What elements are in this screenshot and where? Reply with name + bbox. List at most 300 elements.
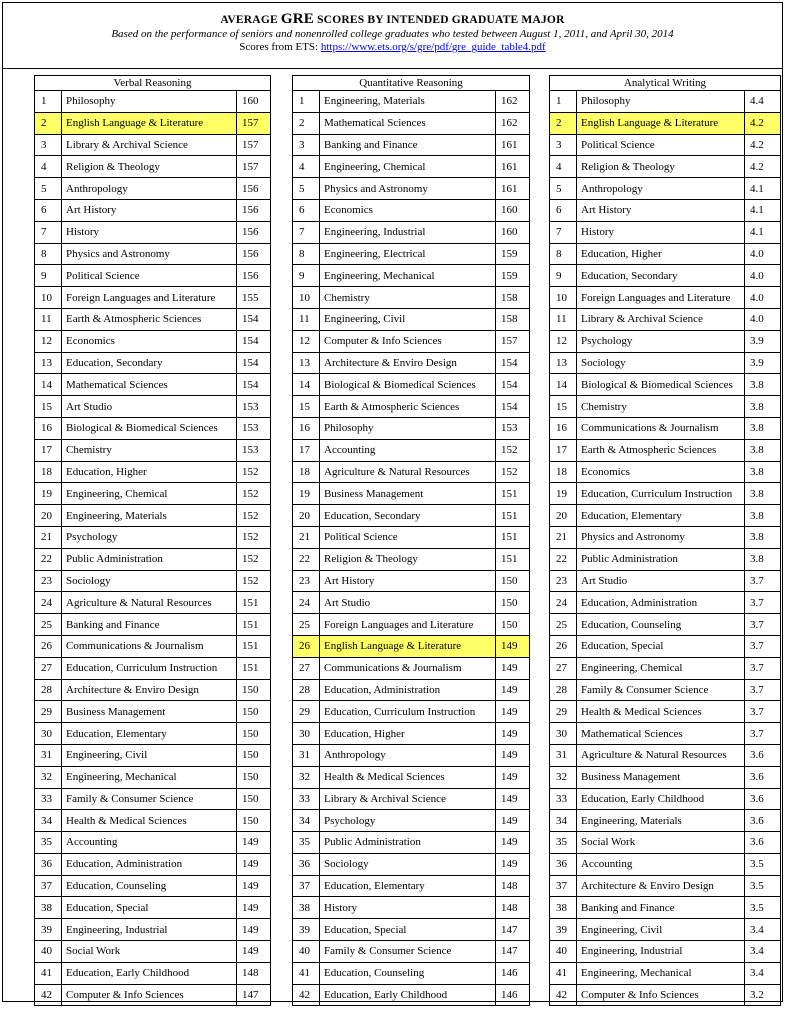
major-cell: Education, Elementary [320, 875, 496, 897]
table-row [35, 91, 271, 113]
rank-cell: 39 [293, 919, 320, 941]
major-cell: Communications & Journalism [577, 417, 745, 439]
rank-cell: 38 [35, 897, 62, 919]
score-table [34, 75, 271, 1006]
column-header: Quantitative Reasoning [293, 76, 530, 91]
table-row [293, 832, 530, 854]
table-row [550, 548, 781, 570]
table-row [35, 788, 271, 810]
major-cell: Education, Administration [577, 592, 745, 614]
rank-cell: 15 [293, 396, 320, 418]
table-row [550, 134, 781, 156]
major-cell: Architecture & Enviro Design [577, 875, 745, 897]
rank-cell: 36 [550, 853, 577, 875]
rank-cell: 24 [550, 592, 577, 614]
table-row [550, 832, 781, 854]
score-cell: 156 [237, 199, 271, 221]
score-cell: 4.1 [744, 221, 780, 243]
score-cell: 152 [495, 439, 529, 461]
rank-cell: 3 [35, 134, 62, 156]
table-row [293, 265, 530, 287]
major-cell: Education, Special [577, 635, 745, 657]
rank-cell: 37 [293, 875, 320, 897]
score-cell: 3.9 [744, 330, 780, 352]
table-row [550, 701, 781, 723]
score-cell: 4.2 [744, 156, 780, 178]
major-cell: Sociology [577, 352, 745, 374]
major-cell: Family & Consumer Science [62, 788, 237, 810]
score-cell: 149 [237, 832, 271, 854]
major-cell: Accounting [320, 439, 496, 461]
rank-cell: 39 [550, 919, 577, 941]
score-cell: 4.0 [744, 243, 780, 265]
score-cell: 3.6 [744, 744, 780, 766]
major-cell: Mathematical Sciences [577, 723, 745, 745]
major-cell: Engineering, Mechanical [320, 265, 496, 287]
rank-cell: 37 [35, 875, 62, 897]
score-cell: 149 [495, 853, 529, 875]
score-cell: 149 [495, 788, 529, 810]
major-cell: Earth & Atmospheric Sciences [577, 439, 745, 461]
major-cell: Art Studio [577, 570, 745, 592]
rank-cell: 42 [293, 984, 320, 1006]
score-cell: 149 [495, 766, 529, 788]
rank-cell: 16 [293, 417, 320, 439]
score-cell: 3.7 [744, 723, 780, 745]
table-row [293, 417, 530, 439]
major-cell: Philosophy [320, 417, 496, 439]
score-cell: 149 [495, 635, 529, 657]
table-row [550, 287, 781, 309]
major-cell: Education, Counseling [577, 614, 745, 636]
score-table [292, 75, 530, 1006]
rank-cell: 27 [35, 657, 62, 679]
score-cell: 152 [237, 461, 271, 483]
major-cell: History [577, 221, 745, 243]
table-row [293, 723, 530, 745]
score-cell: 3.8 [744, 461, 780, 483]
major-cell: Education, Early Childhood [577, 788, 745, 810]
table-row [35, 396, 271, 418]
score-cell: 3.6 [744, 810, 780, 832]
rank-cell: 4 [550, 156, 577, 178]
major-cell: Education, Secondary [320, 505, 496, 527]
table-row [550, 91, 781, 113]
rank-cell: 18 [293, 461, 320, 483]
rank-cell: 29 [35, 701, 62, 723]
table-row [35, 439, 271, 461]
score-cell: 149 [495, 701, 529, 723]
major-cell: English Language & Literature [62, 112, 237, 134]
major-cell: Anthropology [320, 744, 496, 766]
rank-cell: 7 [35, 221, 62, 243]
table-row [293, 330, 530, 352]
rank-cell: 4 [293, 156, 320, 178]
table-row [293, 592, 530, 614]
table-row [550, 243, 781, 265]
score-cell: 149 [495, 657, 529, 679]
score-cell: 151 [495, 526, 529, 548]
major-cell: Foreign Languages and Literature [577, 287, 745, 309]
rank-cell: 21 [293, 526, 320, 548]
table-row [550, 766, 781, 788]
score-cell: 3.5 [744, 875, 780, 897]
rank-cell: 33 [293, 788, 320, 810]
table-row [293, 483, 530, 505]
score-cell: 156 [237, 221, 271, 243]
page-title [3, 12, 782, 28]
major-cell: Public Administration [320, 832, 496, 854]
score-cell: 3.5 [744, 853, 780, 875]
table-row [293, 962, 530, 984]
rank-cell: 23 [293, 570, 320, 592]
table-row [293, 657, 530, 679]
table-row [550, 897, 781, 919]
rank-cell: 16 [35, 417, 62, 439]
column-header: Analytical Writing [550, 76, 781, 91]
rank-cell: 11 [293, 308, 320, 330]
major-cell: Library & Archival Science [320, 788, 496, 810]
major-cell: Public Administration [62, 548, 237, 570]
table-row [293, 243, 530, 265]
score-cell: 158 [495, 287, 529, 309]
major-cell: Art Studio [320, 592, 496, 614]
subtitle: Based on the performance of seniors and nonenrolled college graduates who tested between August 1, 2011, and April 30, 2014 [111, 28, 674, 40]
score-cell: 156 [237, 265, 271, 287]
major-cell: Sociology [320, 853, 496, 875]
score-cell: 159 [495, 265, 529, 287]
major-cell: Biological & Biomedical Sciences [320, 374, 496, 396]
major-cell: Engineering, Industrial [62, 919, 237, 941]
rank-cell: 42 [550, 984, 577, 1006]
major-cell: Business Management [320, 483, 496, 505]
major-cell: Political Science [320, 526, 496, 548]
table-row [550, 788, 781, 810]
rank-cell: 5 [293, 178, 320, 200]
table-row [35, 853, 271, 875]
major-cell: Accounting [62, 832, 237, 854]
major-cell: Library & Archival Science [62, 134, 237, 156]
table-row [35, 657, 271, 679]
rank-cell: 16 [550, 417, 577, 439]
major-cell: Religion & Theology [320, 548, 496, 570]
score-cell: 150 [237, 723, 271, 745]
table-row [35, 134, 271, 156]
rank-cell: 26 [35, 635, 62, 657]
table-row [293, 548, 530, 570]
table-row [35, 570, 271, 592]
score-cell: 3.7 [744, 592, 780, 614]
score-cell: 152 [237, 570, 271, 592]
rank-cell: 26 [293, 635, 320, 657]
rank-cell: 8 [550, 243, 577, 265]
score-cell: 3.8 [744, 548, 780, 570]
score-cell: 150 [495, 570, 529, 592]
table-row [550, 112, 781, 134]
rank-cell: 3 [550, 134, 577, 156]
score-cell: 158 [495, 308, 529, 330]
rank-cell: 6 [293, 199, 320, 221]
score-cell: 3.4 [744, 919, 780, 941]
score-cell: 153 [237, 396, 271, 418]
score-cell: 4.2 [744, 112, 780, 134]
major-cell: Education, Administration [62, 853, 237, 875]
score-cell: 148 [495, 875, 529, 897]
table-row [550, 396, 781, 418]
rank-cell: 13 [550, 352, 577, 374]
table-row [35, 875, 271, 897]
major-cell: Engineering, Civil [62, 744, 237, 766]
table-row [293, 853, 530, 875]
major-cell: Education, Early Childhood [62, 962, 237, 984]
table-row [293, 287, 530, 309]
rank-cell: 31 [550, 744, 577, 766]
major-cell: Sociology [62, 570, 237, 592]
score-cell: 152 [237, 483, 271, 505]
rank-cell: 41 [550, 962, 577, 984]
major-cell: Anthropology [62, 178, 237, 200]
title-gre: GRE [280, 11, 315, 27]
major-cell: Library & Archival Science [577, 308, 745, 330]
rank-cell: 27 [550, 657, 577, 679]
major-cell: Economics [577, 461, 745, 483]
rank-cell: 31 [35, 744, 62, 766]
rank-cell: 6 [35, 199, 62, 221]
table-row [35, 941, 271, 963]
major-cell: Public Administration [577, 548, 745, 570]
score-cell: 150 [237, 810, 271, 832]
score-cell: 154 [237, 374, 271, 396]
score-cell: 147 [237, 984, 271, 1006]
rank-cell: 6 [550, 199, 577, 221]
rank-cell: 40 [550, 941, 577, 963]
score-cell: 4.0 [744, 265, 780, 287]
rank-cell: 32 [293, 766, 320, 788]
table-row [550, 461, 781, 483]
table-row [293, 439, 530, 461]
rank-cell: 2 [35, 112, 62, 134]
table-row [550, 483, 781, 505]
table-row [35, 897, 271, 919]
score-cell: 3.8 [744, 505, 780, 527]
rank-cell: 32 [550, 766, 577, 788]
rank-cell: 17 [293, 439, 320, 461]
major-cell: Religion & Theology [577, 156, 745, 178]
major-cell: Communications & Journalism [320, 657, 496, 679]
rank-cell: 23 [550, 570, 577, 592]
major-cell: Banking and Finance [320, 134, 496, 156]
column-header-row [550, 76, 781, 91]
score-cell: 3.6 [744, 788, 780, 810]
column-header-row [35, 76, 271, 91]
major-cell: Education, Higher [320, 723, 496, 745]
rank-cell: 14 [293, 374, 320, 396]
table-row [35, 199, 271, 221]
table-row [293, 221, 530, 243]
rank-cell: 22 [35, 548, 62, 570]
major-cell: Economics [62, 330, 237, 352]
score-cell: 152 [495, 461, 529, 483]
table-row [35, 352, 271, 374]
rank-cell: 2 [550, 112, 577, 134]
major-cell: Health & Medical Sciences [577, 701, 745, 723]
table-row [293, 941, 530, 963]
major-cell: Philosophy [62, 91, 237, 113]
score-cell: 146 [495, 962, 529, 984]
table-row [35, 526, 271, 548]
rank-cell: 7 [550, 221, 577, 243]
rank-cell: 28 [550, 679, 577, 701]
rank-cell: 36 [293, 853, 320, 875]
table-row [35, 832, 271, 854]
table-row [35, 417, 271, 439]
score-cell: 155 [237, 287, 271, 309]
major-cell: Economics [320, 199, 496, 221]
table-row [35, 701, 271, 723]
major-cell: Foreign Languages and Literature [320, 614, 496, 636]
rank-cell: 12 [293, 330, 320, 352]
rank-cell: 24 [35, 592, 62, 614]
major-cell: Education, Administration [320, 679, 496, 701]
table-row [550, 614, 781, 636]
table-row [35, 614, 271, 636]
rank-cell: 34 [550, 810, 577, 832]
table-row [293, 156, 530, 178]
table-row [293, 919, 530, 941]
rank-cell: 33 [35, 788, 62, 810]
rank-cell: 1 [35, 91, 62, 113]
score-cell: 153 [495, 417, 529, 439]
rank-cell: 14 [35, 374, 62, 396]
major-cell: Education, Counseling [320, 962, 496, 984]
major-cell: Architecture & Enviro Design [62, 679, 237, 701]
score-cell: 150 [237, 679, 271, 701]
table-row [35, 679, 271, 701]
score-cell: 149 [495, 744, 529, 766]
table-row [550, 199, 781, 221]
rank-cell: 35 [293, 832, 320, 854]
rank-cell: 25 [550, 614, 577, 636]
major-cell: Mathematical Sciences [62, 374, 237, 396]
rank-cell: 30 [293, 723, 320, 745]
score-cell: 3.8 [744, 483, 780, 505]
table-row [550, 352, 781, 374]
table-row [550, 962, 781, 984]
score-cell: 150 [495, 614, 529, 636]
major-cell: Chemistry [320, 287, 496, 309]
score-cell: 151 [237, 635, 271, 657]
table-row [550, 330, 781, 352]
rank-cell: 28 [293, 679, 320, 701]
table-row [550, 221, 781, 243]
score-cell: 152 [237, 505, 271, 527]
rank-cell: 25 [293, 614, 320, 636]
major-cell: Health & Medical Sciences [320, 766, 496, 788]
score-cell: 149 [495, 679, 529, 701]
major-cell: Agriculture & Natural Resources [320, 461, 496, 483]
table-row [35, 548, 271, 570]
table-row [35, 984, 271, 1006]
score-cell: 3.7 [744, 570, 780, 592]
major-cell: History [320, 897, 496, 919]
rank-cell: 5 [35, 178, 62, 200]
score-cell: 150 [495, 592, 529, 614]
table-row [35, 287, 271, 309]
major-cell: Family & Consumer Science [320, 941, 496, 963]
table-row [550, 265, 781, 287]
major-cell: Education, Elementary [577, 505, 745, 527]
rank-cell: 4 [35, 156, 62, 178]
score-cell: 150 [237, 788, 271, 810]
quantitative-reasoning-column [292, 75, 530, 1006]
rank-cell: 15 [35, 396, 62, 418]
table-row [550, 810, 781, 832]
score-cell: 161 [495, 156, 529, 178]
major-cell: Social Work [62, 941, 237, 963]
major-cell: Engineering, Materials [320, 91, 496, 113]
major-cell: Political Science [62, 265, 237, 287]
table-row [293, 875, 530, 897]
table-row [293, 112, 530, 134]
table-row [550, 526, 781, 548]
major-cell: Philosophy [577, 91, 745, 113]
rank-cell: 35 [550, 832, 577, 854]
table-row [550, 941, 781, 963]
rank-cell: 9 [550, 265, 577, 287]
rank-cell: 7 [293, 221, 320, 243]
table-row [35, 919, 271, 941]
major-cell: Foreign Languages and Literature [62, 287, 237, 309]
rank-cell: 9 [293, 265, 320, 287]
score-cell: 149 [237, 897, 271, 919]
score-sheet [2, 2, 783, 1002]
major-cell: Psychology [320, 810, 496, 832]
rank-cell: 17 [35, 439, 62, 461]
score-cell: 160 [495, 199, 529, 221]
score-cell: 157 [237, 112, 271, 134]
table-row [550, 635, 781, 657]
table-row [35, 505, 271, 527]
rank-cell: 2 [293, 112, 320, 134]
major-cell: English Language & Literature [320, 635, 496, 657]
score-cell: 149 [495, 810, 529, 832]
source-label: Scores from ETS: [239, 41, 321, 53]
rank-cell: 15 [550, 396, 577, 418]
score-cell: 3.7 [744, 701, 780, 723]
major-cell: Health & Medical Sciences [62, 810, 237, 832]
rank-cell: 22 [550, 548, 577, 570]
table-row [293, 984, 530, 1006]
table-row [293, 635, 530, 657]
rank-cell: 34 [293, 810, 320, 832]
score-cell: 161 [495, 178, 529, 200]
table-row [550, 156, 781, 178]
source-link[interactable]: https://www.ets.org/s/gre/pdf/gre_guide_table4.pdf [320, 41, 546, 53]
score-cell: 153 [237, 417, 271, 439]
major-cell: Banking and Finance [577, 897, 745, 919]
rank-cell: 31 [293, 744, 320, 766]
score-cell: 3.8 [744, 439, 780, 461]
table-row [35, 308, 271, 330]
score-cell: 159 [495, 243, 529, 265]
table-row [293, 461, 530, 483]
table-row [293, 766, 530, 788]
score-cell: 3.7 [744, 679, 780, 701]
score-cell: 3.8 [744, 374, 780, 396]
score-cell: 149 [237, 941, 271, 963]
major-cell: Education, Curriculum Instruction [62, 657, 237, 679]
rank-cell: 10 [293, 287, 320, 309]
